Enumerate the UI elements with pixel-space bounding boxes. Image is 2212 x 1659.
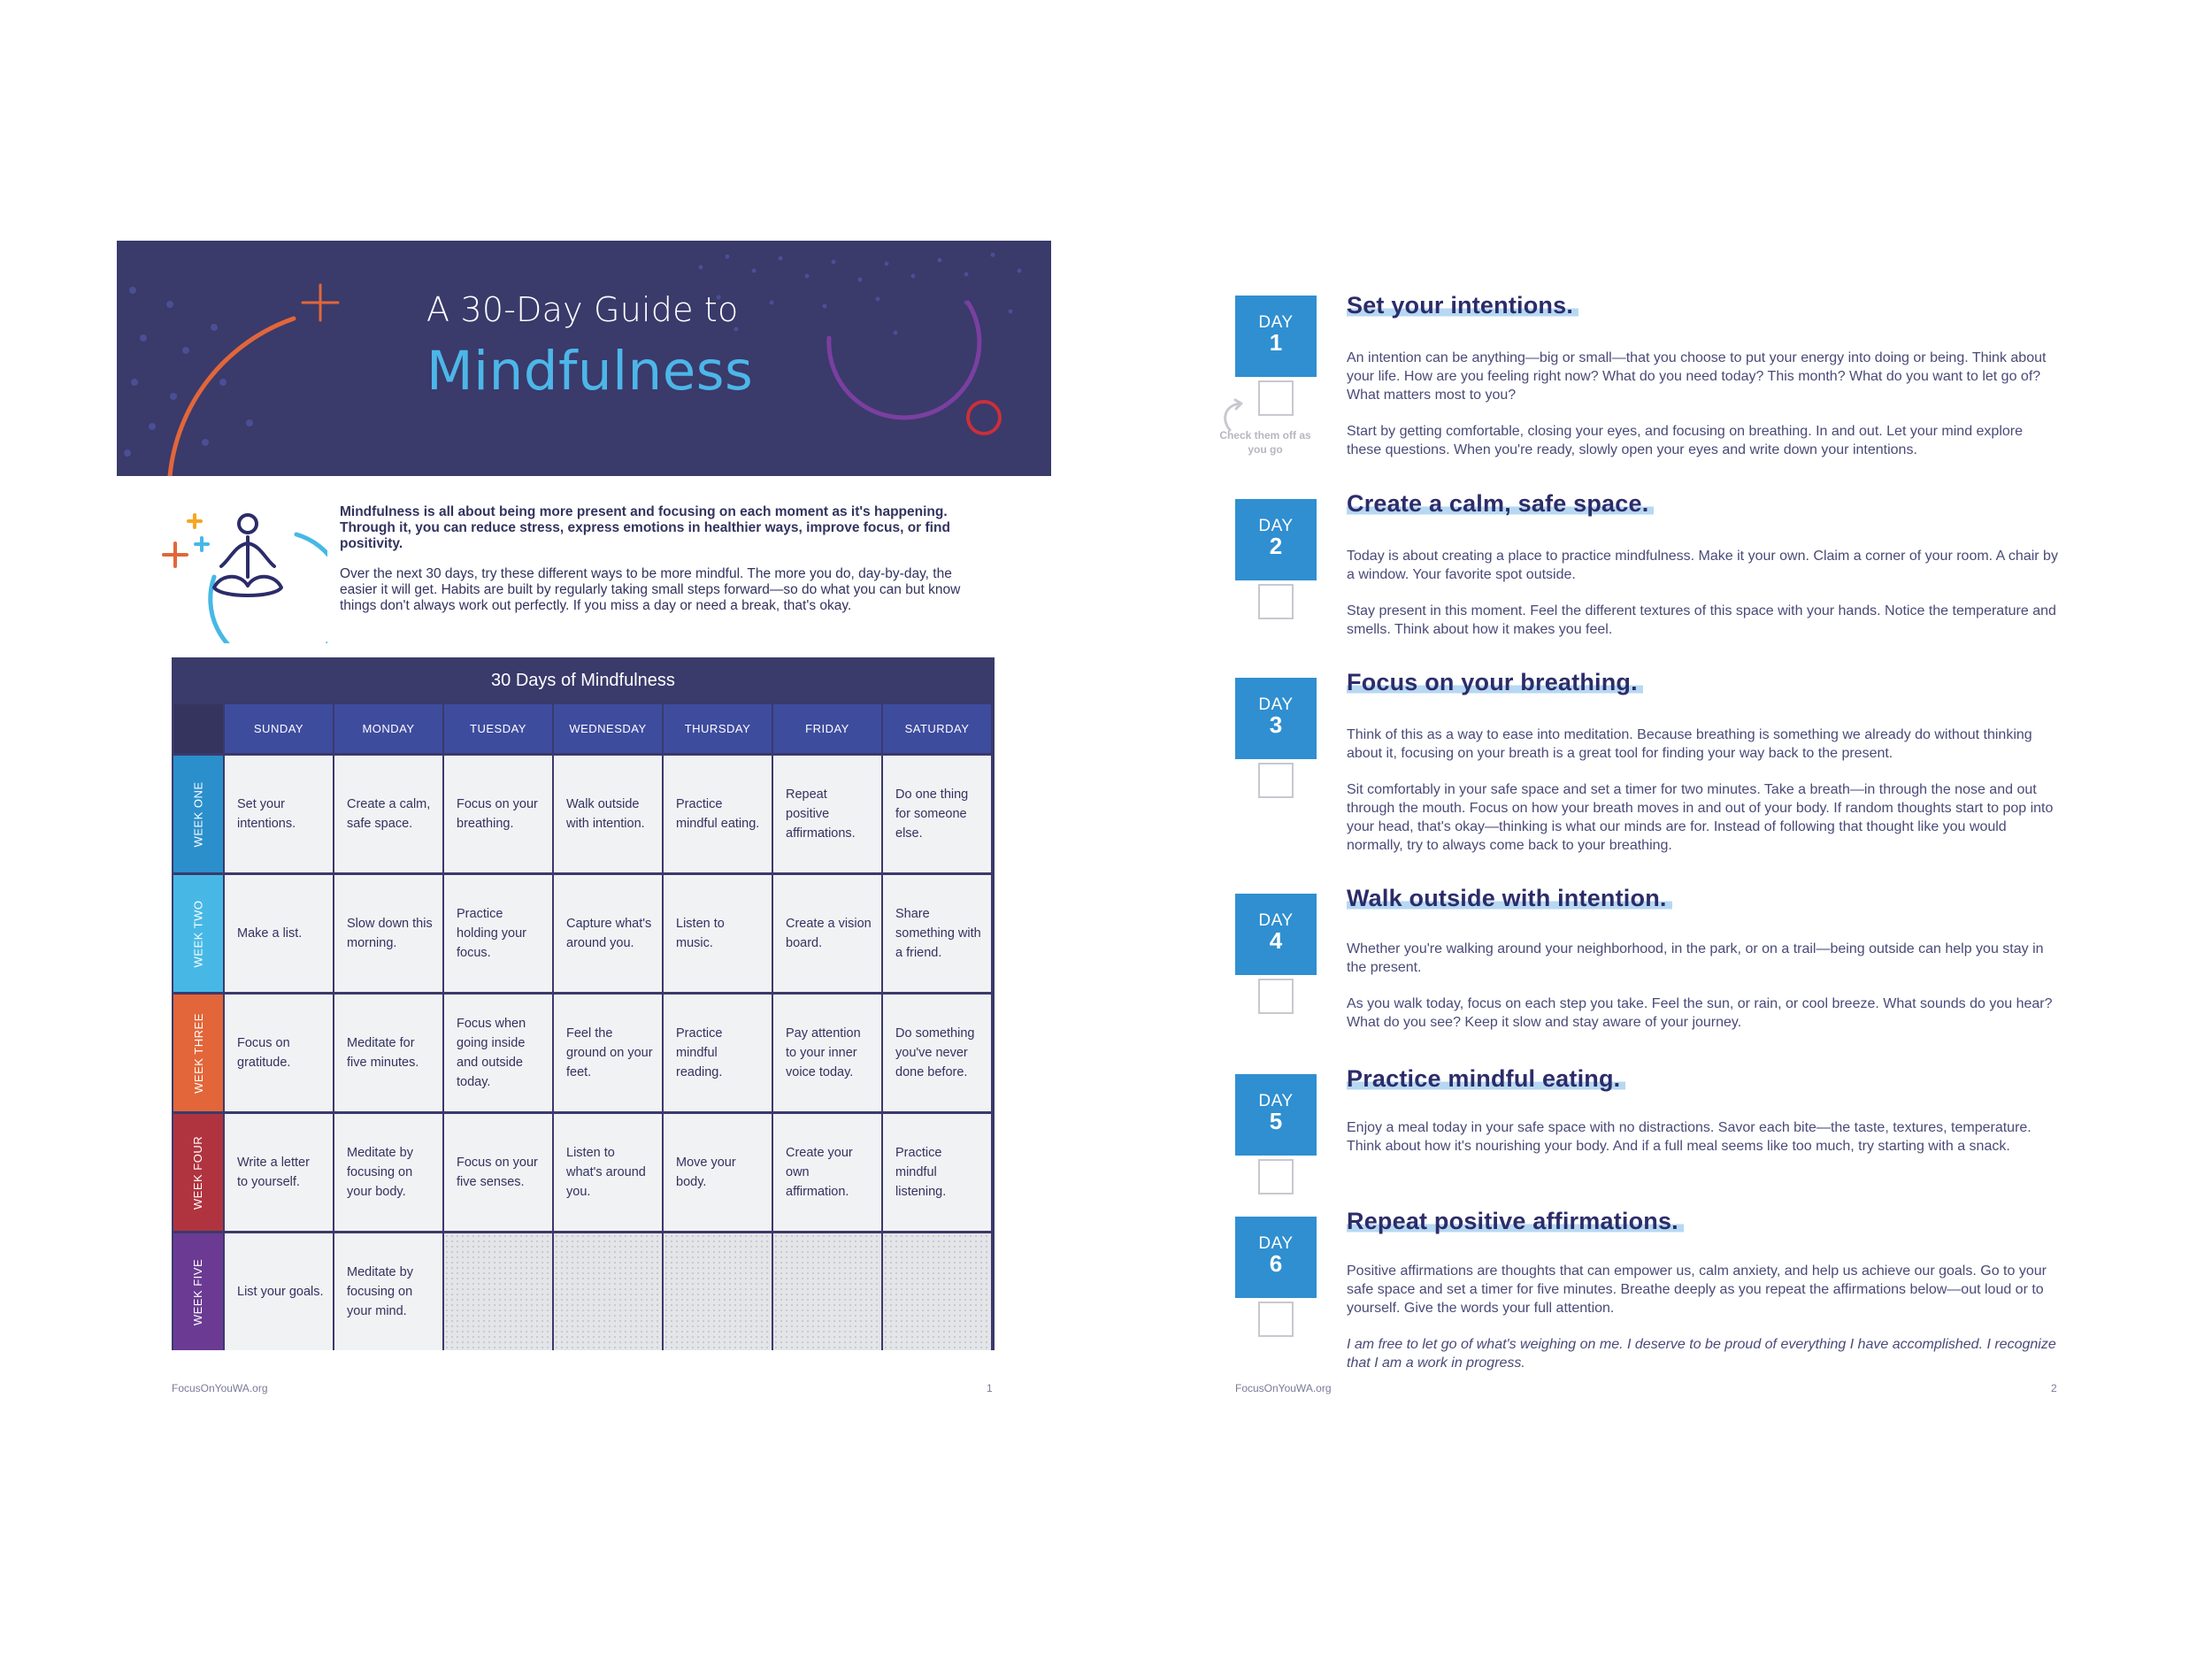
calendar-cell: Focus when going inside and outside today. — [444, 995, 552, 1111]
calendar-cell: Move your body. — [664, 1114, 772, 1231]
entry-body — [1347, 349, 2060, 477]
day-checkbox[interactable] — [1258, 584, 1294, 619]
footer-page-number: 1 — [987, 1382, 993, 1394]
calendar-cell: Walk outside with intention. — [554, 756, 662, 872]
calendar-cell: Focus on your breathing. — [444, 756, 552, 872]
entry-title — [1347, 292, 1578, 319]
calendar-cell: List your goals. — [225, 1233, 333, 1350]
entry-paragraph: Whether you're walking around your neighborhood, in the park, or on a trail—being outside can help you stay in the present. — [1347, 941, 2044, 975]
calendar-cell: Feel the ground on your feet. — [554, 995, 662, 1111]
entry-title-text: Repeat positive affirmations. — [1347, 1208, 1684, 1234]
week-label-tab — [173, 756, 223, 872]
day-checkbox[interactable] — [1258, 979, 1294, 1014]
day-header-monday: MONDAY — [334, 704, 442, 753]
day-badge-number: 5 — [1269, 1108, 1283, 1134]
day-header-saturday: SATURDAY — [883, 704, 991, 753]
entry-title — [1347, 669, 1643, 696]
day-badge-label: DAY — [1258, 313, 1294, 332]
calendar-cell: Make a list. — [225, 875, 333, 992]
calendar-cell: Create your own affirmation. — [773, 1114, 881, 1231]
day-badge — [1235, 1217, 1317, 1298]
week-label: WEEK THREE — [191, 1012, 205, 1094]
week-label-tab — [173, 875, 223, 992]
calendar-corner — [173, 704, 223, 753]
footer-page-number: 2 — [2051, 1382, 2057, 1394]
day-checkbox[interactable] — [1258, 1302, 1294, 1337]
entry-body — [1347, 940, 2060, 1049]
day-checkbox[interactable] — [1258, 1159, 1294, 1194]
calendar-cell-empty — [883, 1233, 991, 1350]
day-header-wednesday: WEDNESDAY — [554, 704, 662, 753]
calendar-cell: Write a letter to yourself. — [225, 1114, 333, 1231]
entry-paragraph: As you walk today, focus on each step you take. Feel the sun, or rain, or cool breeze. What sounds do you hear? What do you see? Keep it slow and stay aware of your journey. — [1347, 996, 2053, 1030]
day-header-tuesday: TUESDAY — [444, 704, 552, 753]
footer-site: FocusOnYouWA.org — [1235, 1382, 1332, 1394]
day-badge-label: DAY — [1258, 517, 1294, 535]
entry-title — [1347, 490, 1654, 518]
calendar-cell: Share something with a friend. — [883, 875, 991, 992]
banner-title-line1: A 30-Day Guide to — [426, 290, 739, 329]
entry-body — [1347, 1118, 2060, 1173]
day-header-thursday: THURSDAY — [664, 704, 772, 753]
entry-paragraph: Positive affirmations are thoughts that can empower us, calm anxiety, and help us achieve our goals. Go to your safe space and set a timer for five minutes. Breathe deeply as you repeat the affirmations below—out loud or to yourself. Give the words your full attention. — [1347, 1263, 2047, 1316]
entry-body — [1347, 1262, 2060, 1390]
day-badge-label: DAY — [1258, 1092, 1294, 1110]
calendar-cell: Focus on gratitude. — [225, 995, 333, 1111]
day-badge-number: 4 — [1269, 927, 1283, 954]
calendar-cell: Slow down this morning. — [334, 875, 442, 992]
mindfulness-calendar — [172, 657, 995, 1350]
calendar-cell: Capture what's around you. — [554, 875, 662, 992]
day-badge — [1235, 1074, 1317, 1156]
day-badge-number: 6 — [1269, 1250, 1283, 1277]
calendar-cell: Practice holding your focus. — [444, 875, 552, 992]
calendar-cell: Create a vision board. — [773, 875, 881, 992]
week-label: WEEK FIVE — [191, 1258, 205, 1325]
day-badge-label: DAY — [1258, 695, 1294, 714]
entry-title — [1347, 1065, 1625, 1093]
entry-title — [1347, 885, 1672, 912]
week-label: WEEK ONE — [191, 780, 205, 848]
entry-paragraph: Enjoy a meal today in your safe space with no distractions. Savor each bite—the taste, textures, temperature. Think about how it's nourishing your body. And if a full meal seems like too much, try starting with a snack. — [1347, 1120, 2032, 1154]
calendar-cell: Pay attention to your inner voice today. — [773, 995, 881, 1111]
week-label: WEEK FOUR — [191, 1135, 205, 1210]
entry-title-text: Focus on your breathing. — [1347, 669, 1643, 695]
calendar-cell: Do one thing for someone else. — [883, 756, 991, 872]
calendar-cell: Meditate by focusing on your body. — [334, 1114, 442, 1231]
intro-paragraph-1: Mindfulness is all about being more present and focusing on each moment as it's happening. Through it, you can reduce stress, express emotions in healthier ways, improve focus, or find positivity. — [340, 504, 950, 551]
meditation-icon — [159, 488, 327, 643]
banner-title-line2: Mindfulness — [426, 340, 754, 403]
entry-body — [1347, 547, 2060, 657]
entry-paragraph: Think of this as a way to ease into meditation. Because breathing is something we already do without thinking about it, focusing on your breath is a great tool for finding your way back to the present. — [1347, 727, 2032, 761]
calendar-cell: Practice mindful reading. — [664, 995, 772, 1111]
calendar-cell: Create a calm, safe space. — [334, 756, 442, 872]
week-label-tab — [173, 1114, 223, 1231]
calendar-cell: Listen to what's around you. — [554, 1114, 662, 1231]
day-badge-label: DAY — [1258, 911, 1294, 930]
calendar-cell: Practice mindful eating. — [664, 756, 772, 872]
entry-title-text: Practice mindful eating. — [1347, 1065, 1625, 1092]
day-badge — [1235, 499, 1317, 580]
title-banner — [117, 241, 1051, 476]
week-label-tab — [173, 1233, 223, 1350]
day-badge-number: 2 — [1269, 533, 1283, 559]
calendar-cell-empty — [554, 1233, 662, 1350]
calendar-cell-empty — [773, 1233, 881, 1350]
week-label-tab — [173, 995, 223, 1111]
entry-paragraph: Sit comfortably in your safe space and set a timer for two minutes. Take a breath—in through the nose and out through the mouth. Focus on how your breath moves in and out of your body. If random thoughts start to pop into your head, that's okay—thinking is what our minds are for. Instead of following that thought like you would normally, try to always come back to your breathing. — [1347, 782, 2054, 853]
calendar-cell-empty — [444, 1233, 552, 1350]
calendar-cell: Practice mindful listening. — [883, 1114, 991, 1231]
entry-title — [1347, 1208, 1684, 1235]
calendar-cell: Listen to music. — [664, 875, 772, 992]
entry-title-text: Set your intentions. — [1347, 292, 1578, 319]
intro-paragraph-2: Over the next 30 days, try these different ways to be more mindful. The more you do, day-by-day, the easier it will get. Habits are built by regularly taking small steps forward—so do what you can but know things don't always work out perfectly. If you miss a day or need a break, that's okay. — [340, 566, 961, 613]
affirmation-quote: I am free to let go of what's weighing on me. I deserve to be proud of everything I have accomplished. I recognize that I am a work in progress. — [1347, 1337, 2056, 1371]
calendar-cell: Meditate by focusing on your mind. — [334, 1233, 442, 1350]
entry-body — [1347, 726, 2060, 872]
entry-paragraph: Stay present in this moment. Feel the different textures of this space with your hands. Notice the temperature and smells. Think about how it makes you feel. — [1347, 603, 2056, 637]
entry-title-text: Walk outside with intention. — [1347, 885, 1672, 911]
intro-text — [340, 504, 991, 628]
entry-paragraph: Start by getting comfortable, closing your eyes, and focusing on breathing. In and out. Let your mind explore these questions. When you're ready, slowly open your eyes and write down your intentions. — [1347, 424, 2024, 457]
day-badge-label: DAY — [1258, 1234, 1294, 1253]
day-checkbox[interactable] — [1258, 763, 1294, 798]
calendar-cell: Repeat positive affirmations. — [773, 756, 881, 872]
entry-title-text: Create a calm, safe space. — [1347, 490, 1654, 517]
calendar-cell: Meditate for five minutes. — [334, 995, 442, 1111]
week-label: WEEK TWO — [191, 900, 205, 967]
check-off-hint: Check them off as you go — [1219, 429, 1311, 456]
calendar-cell-empty — [664, 1233, 772, 1350]
footer-site: FocusOnYouWA.org — [172, 1382, 268, 1394]
day-badge — [1235, 678, 1317, 759]
calendar-cell: Focus on your five senses. — [444, 1114, 552, 1231]
entry-paragraph: Today is about creating a place to practice mindfulness. Make it your own. Claim a corner of your room. A chair by a window. Your favorite spot outside. — [1347, 549, 2058, 582]
day-badge — [1235, 894, 1317, 975]
day-badge — [1235, 296, 1317, 377]
calendar-cell: Do something you've never done before. — [883, 995, 991, 1111]
day-checkbox[interactable] — [1258, 380, 1294, 416]
day-header-friday: FRIDAY — [773, 704, 881, 753]
entry-paragraph: An intention can be anything—big or small—that you choose to put your energy into doing or being. Think about your life. How are you feeling right now? What do you need today? This month? What do you want to let go of? What matters most to you? — [1347, 350, 2047, 403]
day-badge-number: 1 — [1269, 329, 1283, 356]
day-badge-number: 3 — [1269, 711, 1283, 738]
calendar-cell: Set your intentions. — [225, 756, 333, 872]
day-header-sunday: SUNDAY — [225, 704, 333, 753]
calendar-title: 30 Days of Mindfulness — [491, 671, 675, 690]
